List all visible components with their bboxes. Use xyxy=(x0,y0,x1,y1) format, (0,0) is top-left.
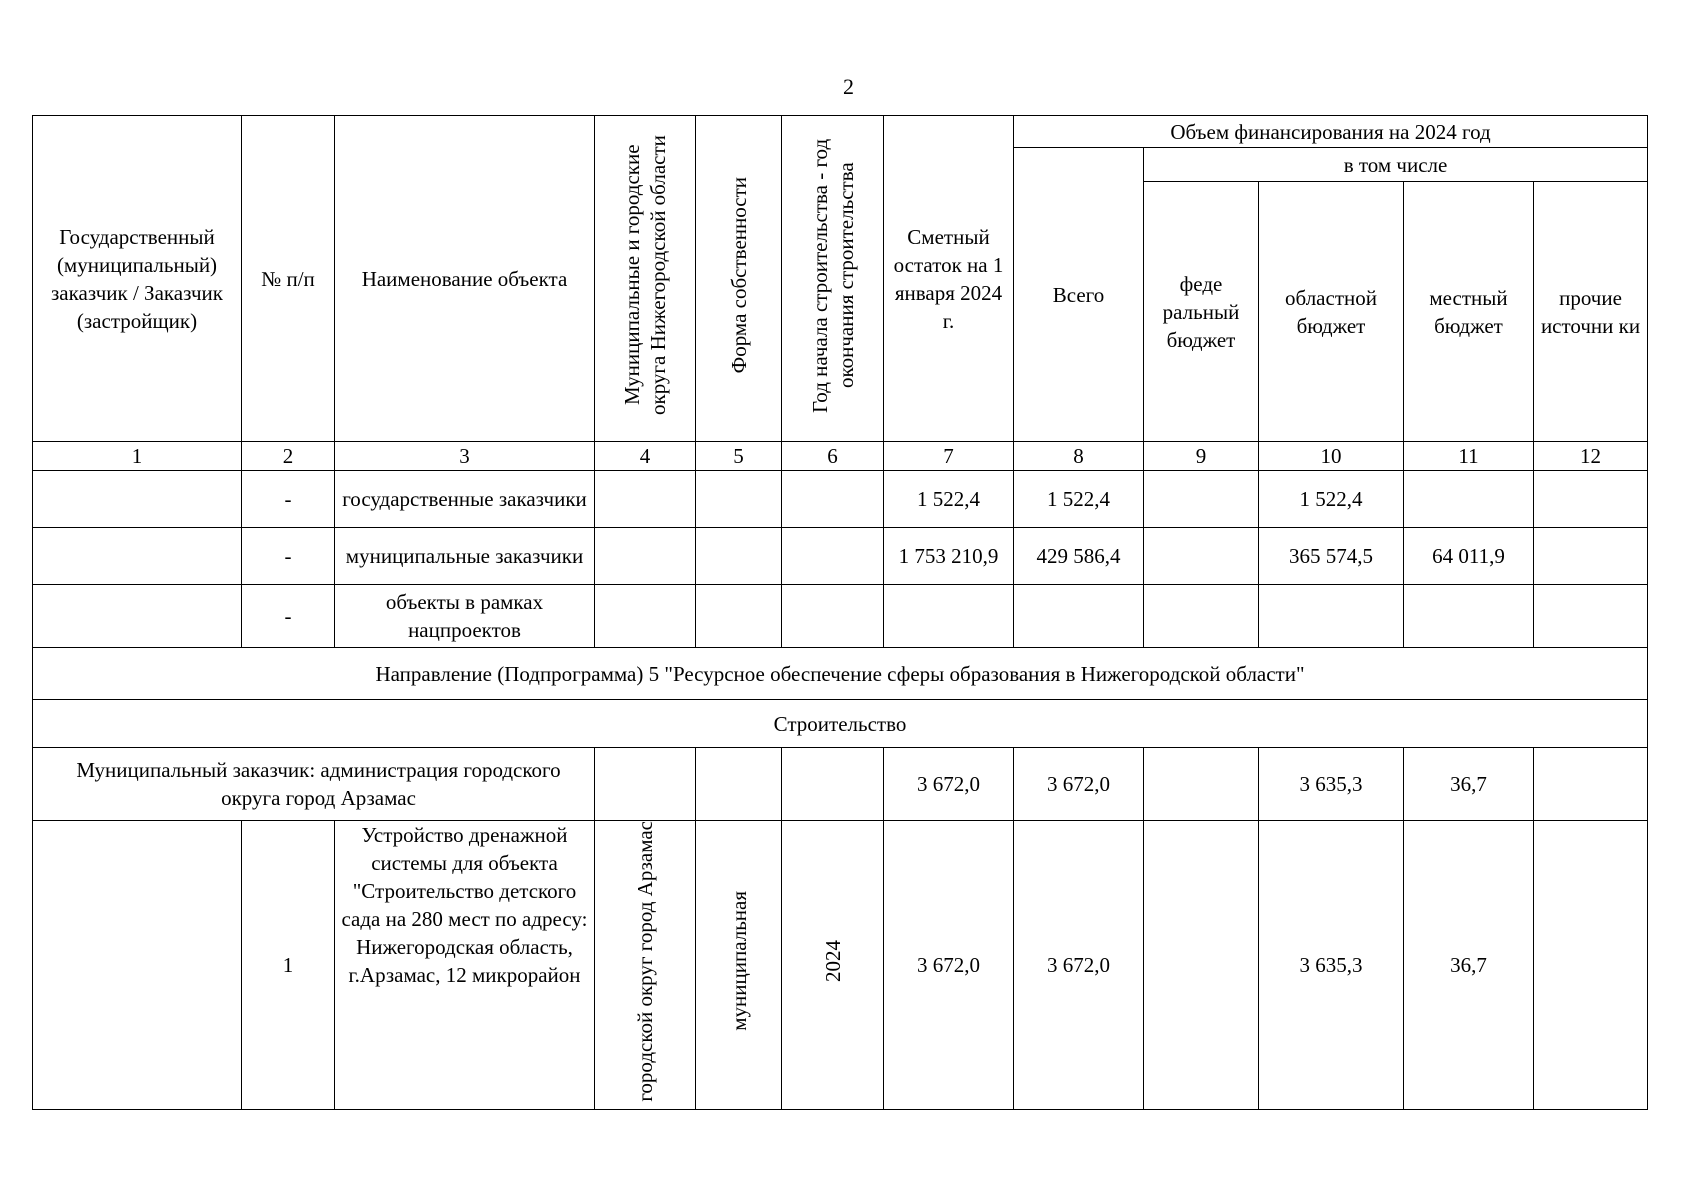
cell-years xyxy=(782,528,884,585)
header-row-1 xyxy=(33,116,1648,148)
page-number: 2 xyxy=(843,74,854,99)
cell-regional: 3 635,3 xyxy=(1259,748,1404,821)
col-num-7: 7 xyxy=(884,442,1014,471)
col-num-1: 1 xyxy=(33,442,242,471)
table-row xyxy=(33,471,1648,528)
cell-other xyxy=(1534,528,1648,585)
cell-federal xyxy=(1144,748,1259,821)
cell-district xyxy=(595,585,696,648)
col-num-2: 2 xyxy=(242,442,335,471)
subsection-title: Строительство xyxy=(33,700,1648,748)
cell-years xyxy=(782,585,884,648)
cell-ownership xyxy=(696,528,782,585)
cell-ownership xyxy=(696,585,782,648)
cell-total xyxy=(1014,585,1144,648)
section-row xyxy=(33,648,1648,700)
header-ownership xyxy=(696,116,782,442)
section-title: Направление (Подпрограмма) 5 "Ресурсное обеспечение сферы образования в Нижегородской области" xyxy=(33,648,1648,700)
cell-estimate: 1 522,4 xyxy=(884,471,1014,528)
header-district xyxy=(595,116,696,442)
cell-ownership xyxy=(696,748,782,821)
object-ownership-text: муниципальная xyxy=(726,891,751,1032)
cell-ownership xyxy=(696,471,782,528)
col-num-12: 12 xyxy=(1534,442,1648,471)
header-regional: областной бюджет xyxy=(1259,182,1404,442)
object-row xyxy=(33,821,1648,1110)
cell-estimate: 3 672,0 xyxy=(884,821,1014,1110)
customer-row xyxy=(33,748,1648,821)
object-years xyxy=(782,821,884,1110)
header-years xyxy=(782,116,884,442)
cell-estimate: 3 672,0 xyxy=(884,748,1014,821)
table-row xyxy=(33,585,1648,648)
cell-regional xyxy=(1259,585,1404,648)
header-total: Всего xyxy=(1014,148,1144,442)
cell-local: 64 011,9 xyxy=(1404,528,1534,585)
cell-regional: 3 635,3 xyxy=(1259,821,1404,1110)
cell-other xyxy=(1534,471,1648,528)
col-num-10: 10 xyxy=(1259,442,1404,471)
cell-customer xyxy=(33,528,242,585)
header-number: № п/п xyxy=(242,116,335,442)
cell-local xyxy=(1404,471,1534,528)
customer-name: Муниципальный заказчик: администрация городского округа город Арзамас xyxy=(33,748,595,821)
cell-customer xyxy=(33,585,242,648)
cell-customer xyxy=(33,471,242,528)
cell-estimate xyxy=(884,585,1014,648)
cell-district xyxy=(595,528,696,585)
header-including: в том числе xyxy=(1144,148,1648,182)
cell-estimate: 1 753 210,9 xyxy=(884,528,1014,585)
cell-regional: 365 574,5 xyxy=(1259,528,1404,585)
col-num-4: 4 xyxy=(595,442,696,471)
cell-other xyxy=(1534,821,1648,1110)
object-ownership xyxy=(696,821,782,1110)
header-other: прочие источни ки xyxy=(1534,182,1648,442)
header-district-text: Муниципальные и городские округа Нижегородской области xyxy=(620,135,670,415)
cell-federal xyxy=(1144,821,1259,1110)
cell-name: объекты в рамках нацпроектов xyxy=(335,585,595,648)
cell-total: 1 522,4 xyxy=(1014,471,1144,528)
col-num-6: 6 xyxy=(782,442,884,471)
col-num-11: 11 xyxy=(1404,442,1534,471)
header-local: местный бюджет xyxy=(1404,182,1534,442)
subsection-row xyxy=(33,700,1648,748)
header-funding-group: Объем финансирования на 2024 год xyxy=(1014,116,1648,148)
financing-table xyxy=(32,115,1648,1110)
cell-dash: - xyxy=(242,471,335,528)
cell-regional: 1 522,4 xyxy=(1259,471,1404,528)
header-ownership-text: Форма собственности xyxy=(726,176,751,374)
cell-total: 429 586,4 xyxy=(1014,528,1144,585)
header-years-text: Год начала строительства - год окончания строительства xyxy=(807,137,858,413)
header-estimate-balance: Сметный остаток на 1 января 2024 г. xyxy=(884,116,1014,442)
cell-local: 36,7 xyxy=(1404,748,1534,821)
cell-total: 3 672,0 xyxy=(1014,748,1144,821)
object-years-text: 2024 xyxy=(820,940,845,983)
object-district-text: городской округ город Арзамас xyxy=(633,821,657,1102)
cell-federal xyxy=(1144,585,1259,648)
cell-district xyxy=(595,471,696,528)
cell-other xyxy=(1534,585,1648,648)
header-federal: феде ральный бюджет xyxy=(1144,182,1259,442)
cell-dash: - xyxy=(242,585,335,648)
column-number-row xyxy=(33,442,1648,471)
col-num-3: 3 xyxy=(335,442,595,471)
table-row xyxy=(33,528,1648,585)
object-number: 1 xyxy=(242,821,335,1110)
col-num-9: 9 xyxy=(1144,442,1259,471)
object-name: Устройство дренажной системы для объекта "Строительство детского сада на 280 мест по адресу: Нижегородская область, г.Арзамас, 12 микрорайон xyxy=(335,821,595,1110)
col-num-8: 8 xyxy=(1014,442,1144,471)
object-district xyxy=(595,821,696,1110)
cell-federal xyxy=(1144,528,1259,585)
cell-local xyxy=(1404,585,1534,648)
cell-customer xyxy=(33,821,242,1110)
cell-dash: - xyxy=(242,528,335,585)
cell-district xyxy=(595,748,696,821)
cell-federal xyxy=(1144,471,1259,528)
cell-local: 36,7 xyxy=(1404,821,1534,1110)
cell-years xyxy=(782,748,884,821)
header-object-name: Наименование объекта xyxy=(335,116,595,442)
cell-years xyxy=(782,471,884,528)
cell-name: государственные заказчики xyxy=(335,471,595,528)
header-customer: Государственный (муниципальный) заказчик / Заказчик (застройщик) xyxy=(33,116,242,442)
cell-other xyxy=(1534,748,1648,821)
cell-total: 3 672,0 xyxy=(1014,821,1144,1110)
cell-name: муниципальные заказчики xyxy=(335,528,595,585)
col-num-5: 5 xyxy=(696,442,782,471)
